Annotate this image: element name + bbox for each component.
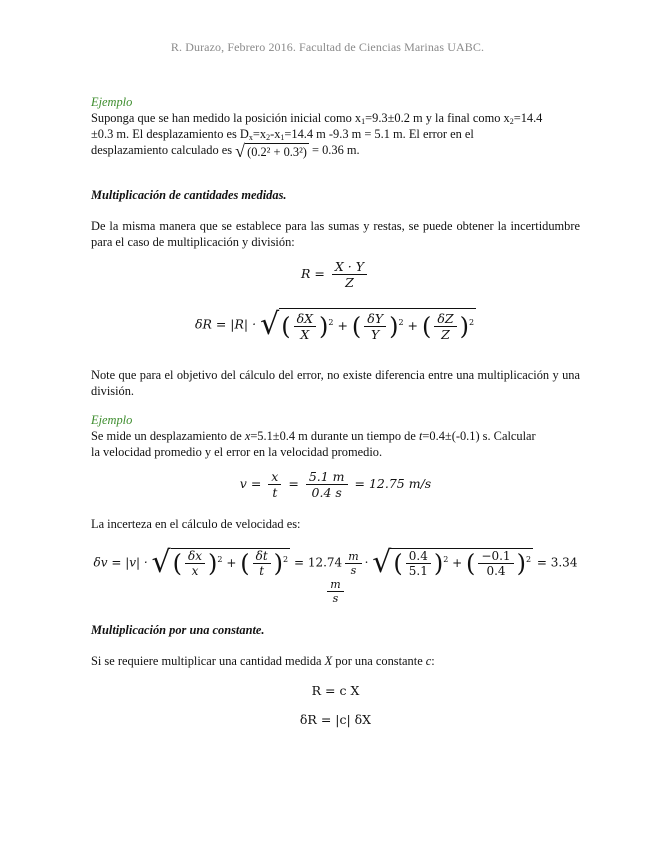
example2-label: Ejemplo [91,413,133,427]
page-header: R. Durazo, Febrero 2016. Facultad de Ciencias Marinas UABC. [170,40,485,54]
equation-R-constant: R = c X [311,683,360,698]
equation-deltaR-constant: δR = |c| δX [299,712,372,727]
section1-paragraph: De la misma manera que se establece para las sumas y restas, se puede obtener la incertidumbre para el caso de multiplicación y división: [91,219,580,249]
example1-label: Ejemplo [91,95,133,109]
sqrt-expression: √ (0.2² + 0.3²) [235,141,307,162]
equation-R: R = $\frac{X \cdot Y}{Z}$ [91,259,580,290]
section-heading-multiplication: Multiplicación de cantidades medidas. [91,188,287,202]
equation-deltaR: δR = |R| · √( $\frac{\delta X}{X}$ )$^2$ + ( $\frac{\delta Y}{Y}$ )$^2$ + ( $\frac{\delta Z}{Z}$ )$^2$ [194,307,475,342]
section2-paragraph: Si se requiere multiplicar una cantidad medida X por una constante c: [91,654,435,668]
example1-paragraph: Suponga que se han medido la posición inicial como $x_1=9.3\pm 0.2$ m y la final como $x_2=14.4$ ±0.3 m. El desplazamiento es $D_x=x_2-x_1=14.4$ m -9.3 m = 5.1 m. El error en el desplazamiento calculado es √ (0.2² + 0.3²) = 0.36 m. [91,111,543,162]
equation-delta-v: δv = |v| · √( $\frac{\delta x}{x}$ )$^2$ + ( $\frac{\delta t}{t}$ )$^2$ = 12.74 $\frac{m}{s}$ · √( $\frac{0.4}{5.1}$ )$^2$ + ( $\frac{-0.1}{0.4}$ )$^2$ = 3.34 $\frac{m}{s}$ [93,545,578,605]
section1-note: Note que para el objetivo del cálculo del error, no existe diferencia entre una multiplicación y una división. [91,368,580,398]
incerteza-text: La incerteza en el cálculo de velocidad es: [91,517,301,531]
example2-paragraph: Se mide un desplazamiento de x=5.1±0.4 m durante un tiempo de t=0.4±(-0.1) s. Calcular la velocidad promedio y el error en la velocidad promedio. [91,429,536,459]
section-heading-constant: Multiplicación por una constante. [91,623,265,637]
equation-velocity: v = $\frac{x}{t}$ = $\frac{5.1 m}{0.4 s}$ = 12.75 m/s [239,469,432,500]
